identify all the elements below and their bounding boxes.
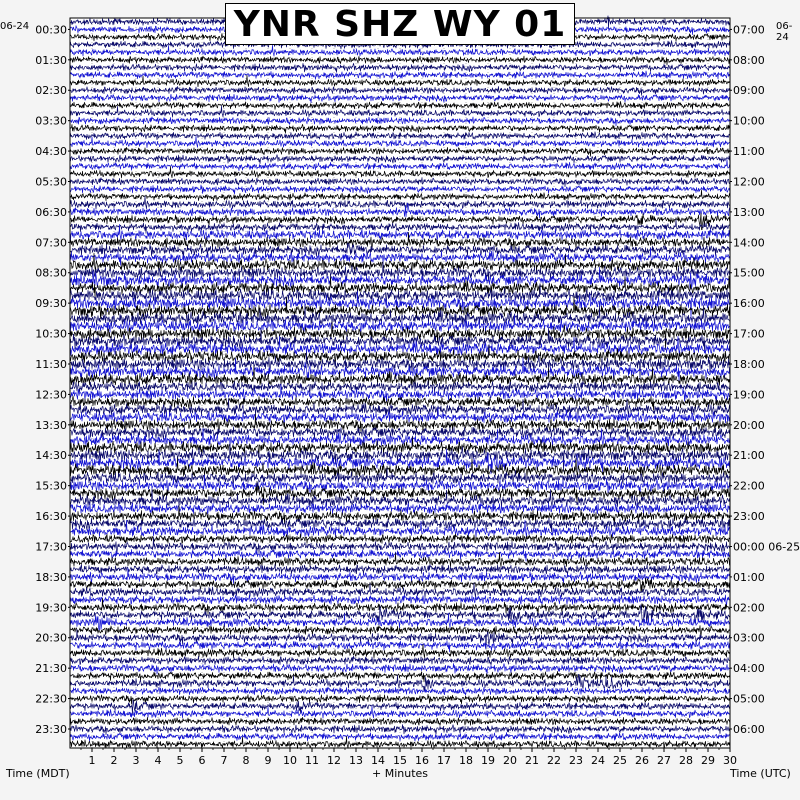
x-tick-label: 21 <box>525 754 539 767</box>
right-hour-label: 05:00 <box>733 692 765 706</box>
right-hour-label: 03:00 <box>733 631 765 645</box>
x-tick-label: 5 <box>176 754 184 767</box>
left-hour-label: 11:30 <box>35 357 67 371</box>
x-tick-label: 13 <box>349 754 363 767</box>
x-axis-label: + Minutes <box>372 767 429 780</box>
x-tick-label: 8 <box>242 754 250 767</box>
left-hour-label: 02:30 <box>35 84 67 98</box>
x-tick-label: 11 <box>305 754 319 767</box>
x-tick-label: 3 <box>132 754 140 767</box>
x-tick-label: 27 <box>657 754 671 767</box>
right-hour-label: 07:00 <box>733 23 765 37</box>
x-tick-label: 25 <box>613 754 627 767</box>
left-hour-label: 18:30 <box>35 570 67 584</box>
left-hour-label: 03:30 <box>35 114 67 128</box>
left-hour-label: 01:30 <box>35 53 67 67</box>
right-hour-label: 10:00 <box>733 114 765 128</box>
right-hour-label: 15:00 <box>733 266 765 280</box>
right-hour-label: 19:00 <box>733 388 765 402</box>
x-tick-label: 10 <box>283 754 297 767</box>
right-hour-label: 18:00 <box>733 357 765 371</box>
left-hour-label: 12:30 <box>35 388 67 402</box>
left-hour-label: 14:30 <box>35 449 67 463</box>
left-axis-caption: Time (MDT) <box>6 767 70 780</box>
x-tick-label: 17 <box>437 754 451 767</box>
right-hour-label: 17:00 <box>733 327 765 341</box>
x-tick-label: 7 <box>220 754 228 767</box>
x-tick-label: 12 <box>327 754 341 767</box>
left-hour-label: 17:30 <box>35 540 67 554</box>
left-hour-label: 20:30 <box>35 631 67 645</box>
x-tick-label: 20 <box>503 754 517 767</box>
right-hour-label: 01:00 <box>733 570 765 584</box>
left-hour-label: 22:30 <box>35 692 67 706</box>
left-date-label: 06-24 <box>0 21 30 32</box>
right-hour-label: 20:00 <box>733 418 765 432</box>
right-hour-label: 14:00 <box>733 236 765 250</box>
x-tick-label: 4 <box>154 754 162 767</box>
plot-title: YNR SHZ WY 01 <box>225 3 575 45</box>
right-axis-caption: Time (UTC) <box>730 767 791 780</box>
right-hour-label: 04:00 <box>733 662 765 676</box>
left-hour-label: 08:30 <box>35 266 67 280</box>
x-tick-label: 18 <box>459 754 473 767</box>
left-hour-label: 09:30 <box>35 297 67 311</box>
right-hour-label: 09:00 <box>733 84 765 98</box>
left-hour-label: 21:30 <box>35 662 67 676</box>
x-tick-label: 16 <box>415 754 429 767</box>
x-tick-label: 26 <box>635 754 649 767</box>
left-hour-label: 06:30 <box>35 205 67 219</box>
x-tick-label: 24 <box>591 754 605 767</box>
right-hour-label: 13:00 <box>733 205 765 219</box>
x-tick-label: 22 <box>547 754 561 767</box>
x-tick-label: 28 <box>679 754 693 767</box>
left-hour-label: 13:30 <box>35 418 67 432</box>
x-tick-label: 29 <box>701 754 715 767</box>
right-hour-label: 21:00 <box>733 449 765 463</box>
x-tick-label: 14 <box>371 754 385 767</box>
x-tick-label: 23 <box>569 754 583 767</box>
right-hour-label: 11:00 <box>733 145 765 159</box>
right-date-label: 06-24 <box>776 21 793 43</box>
right-hour-label: 06:00 <box>733 722 765 736</box>
right-hour-label: 02:00 <box>733 601 765 615</box>
x-tick-label: 30 <box>723 754 737 767</box>
left-hour-label: 05:30 <box>35 175 67 189</box>
left-hour-label: 23:30 <box>35 722 67 736</box>
left-hour-label: 04:30 <box>35 145 67 159</box>
right-hour-label: 22:00 <box>733 479 765 493</box>
right-hour-label: 23:00 <box>733 510 765 524</box>
x-tick-label: 6 <box>198 754 206 767</box>
left-hour-label: 00:30 <box>35 23 67 37</box>
x-tick-label: 2 <box>110 754 118 767</box>
left-hour-label: 16:30 <box>35 510 67 524</box>
right-hour-label: 00:00 06-25 <box>733 540 800 554</box>
left-hour-label: 10:30 <box>35 327 67 341</box>
x-tick-label: 15 <box>393 754 407 767</box>
x-tick-label: 19 <box>481 754 495 767</box>
left-hour-label: 19:30 <box>35 601 67 615</box>
x-tick-label: 1 <box>88 754 96 767</box>
right-hour-label: 08:00 <box>733 53 765 67</box>
x-tick-label: 9 <box>264 754 272 767</box>
right-hour-label: 16:00 <box>733 297 765 311</box>
right-hour-label: 12:00 <box>733 175 765 189</box>
left-hour-label: 07:30 <box>35 236 67 250</box>
left-hour-label: 15:30 <box>35 479 67 493</box>
